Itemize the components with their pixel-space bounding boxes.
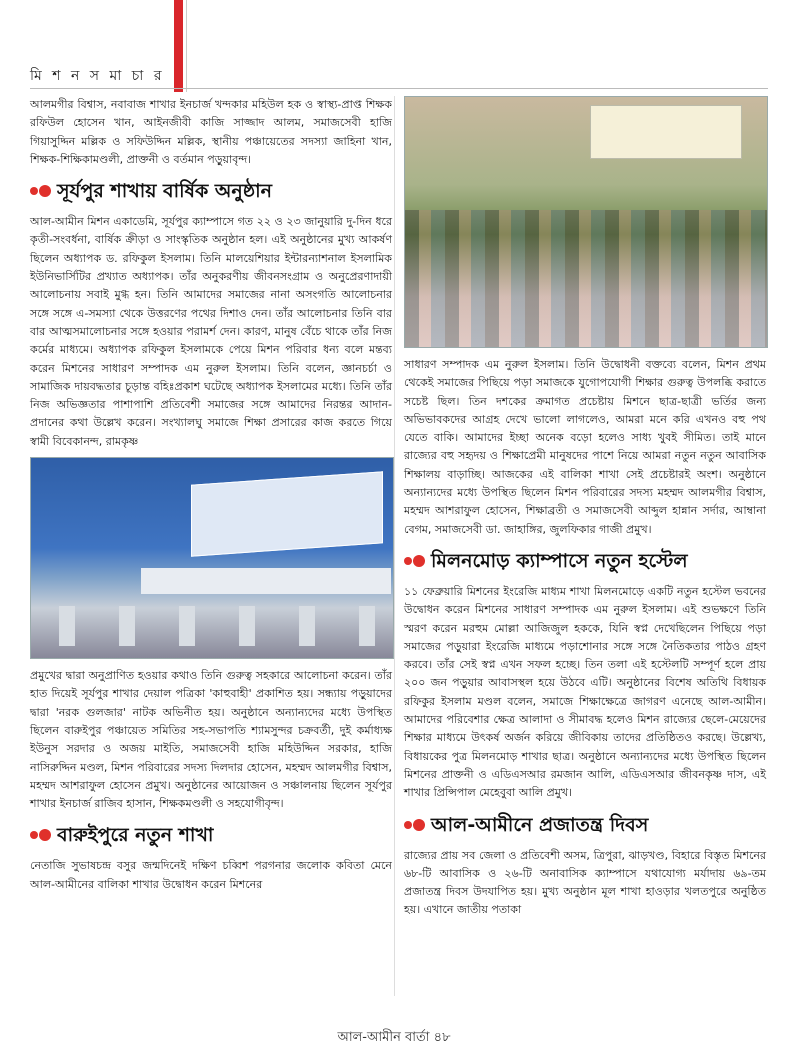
- heading-text: বারুইপুরে নতুন শাখা: [57, 824, 214, 847]
- heading-text: মিলনমোড় ক্যাম্পাসে নতুন হস্টেল: [431, 549, 688, 572]
- intro-paragraph: আলমগীর বিশ্বাস, নবাবাজ শাখার ইনচার্জ খন্দকার মহিউল হক ও স্বাস্থ্য-প্রাপ্ত শিক্ষক রফিউল হোসেন খান, আইনজীবী কাজি সাজ্জাদ আলম, সমাজসেবী হাজি গিয়াসুদ্দিন মল্লিক ও সফিউদ্দিন মল্লিক, স্থানীয় পঞ্চায়েতের সদস্যা জাহিনা খান, শিক্ষক-শিক্ষিকামণ্ডলী, প্রাক্তনী ও বর্তমান পড়ুয়াবৃন্দ।: [30, 98, 392, 166]
- baruipur-paragraph-cont: সাধারণ সম্পাদক এম নুরুল ইসলাম। তিনি উদ্বোধনী বক্তব্যে বলেন, মিশন প্রথম থেকেই সমাজের পিছিয়ে পড়া সমাজকে যুগোপযোগী শিক্ষার গুরুত্ব উপলব্ধি করাতে সচেষ্ট ছিল। তিন দশকের ক্রমাগত প্রচেষ্টায় মিশনে ছাত্র-ছাত্রী ভর্তির জন্য অভিভাবকদের আগ্রহ দেখে ভালো লাগলেও, আমরা মনে করি এখনও বহু পথ যেতে বাকি। আমাদের ইচ্ছা অনেক বড়ো হলেও সাধ্য খুবই সীমিত। তাই মানে রাজ্যের বহু সহৃদয় ও শিক্ষাপ্রেমী মানুষদের পাশে নিয়ে আমরা নতুন নতুন আবাসিক শিক্ষালয় বাড়াচ্ছি। আজকের এই বালিকা শাখা সেই প্রচেষ্টারই অংশ। অনুষ্ঠানে অন্যান্যদের মধ্যে উপস্থিত ছিলেন মিশন পরিবারের সদস্য মহম্মদ আলমগীর বিশ্বাস, মহম্মদ আশরাফুল হোসেন, শিক্ষাব্রতী ও সমাজসেবী আব্দুল হান্নান সর্দার, আম্বানা বেগম, সমাজসেবী ডা. জাহাঙ্গির, জুলফিকার গাজী প্রমুখ।: [404, 358, 766, 536]
- flower-pots: [31, 606, 393, 646]
- page-footer: আল-আমীন বার্তা ৪৮: [337, 1030, 451, 1045]
- milanmore-paragraph: ১১ ফেব্রুয়ারি মিশনের ইংরেজি মাধ্যম শাখা মিলনমোড়ে একটি নতুন হস্টেল ভবনের উদ্বোধন করেন মিশনের সাধারণ সম্পাদক এম নুরুল ইসলাম। এই শুভক্ষণে তিনি স্মরণ করেন মরহুম মোল্লা আজিজুল হককে, যিনি স্বপ্ন দেখেছিলেন পিছিয়ে পড়া সমাজের পড়ুয়ারা ইংরেজি মাধ্যমে পড়াশোনার সঙ্গে সঙ্গে নৈতিকতার পাঠও গ্রহণ করবে। তাঁর সেই স্বপ্ন এখন সফল হচ্ছে। তিন তলা এই হস্টেলটি সম্পূর্ণ হলে প্রায় ২০০ জন পড়ুয়ার আবাসস্থল হয়ে উঠবে এটি। অনুষ্ঠানের বিশেষ অতিথি বিধায়ক রফিকুর ইসলাম মণ্ডল বলেন, সমাজে শিক্ষাক্ষেত্রে জাগরণ এনেছে আল-আমীন। আমাদের পরিবেশার ক্ষেত্র আলাদা ও সীমাবদ্ধ হলেও মিশন রাজ্যের ছেলে-মেয়েদের শিক্ষার মাধ্যমে উৎকর্ষ অর্জন করিয়ে জীবিকায় তাদের প্রতিষ্ঠিতও করছে। উল্লেখ্য, বিধায়কের পুত্র মিলনমোড় শাখার ছাত্র। অনুষ্ঠানে অন্যান্যদের মধ্যে উপস্থিত ছিলেন মিশনের প্রাক্তনী ও এডিএসআর রমজান আলি, এডিএসআর জীবনকৃষ্ণ দাস, এই শাখার প্রিন্সিপাল মেহেবুবা আলি প্রমুখ।: [404, 584, 766, 800]
- header-rule: [30, 88, 768, 89]
- event-photo-gathering: [404, 96, 768, 348]
- event-photo-stage: [30, 457, 394, 659]
- heading-milanmore: [404, 549, 766, 573]
- heading-baruipur: [30, 823, 392, 847]
- header-divider-line: [186, 0, 187, 92]
- surjapur-paragraph-cont: প্রমুখের দ্বারা অনুপ্রাণিত হওয়ার কথাও তিনি গুরুত্ব সহকারে আলোচনা করেন। তাঁর হাত দিয়েই সূর্যপুর শাখার দেয়াল পত্রিকা 'কাহুবাহী' প্রকাশিত হয়। সন্ধ্যায় পড়ুয়াদের দ্বারা 'নরক গুলজার' নাটক অভিনীত হয়। অনুষ্ঠানে অন্যান্যদের মধ্যে উপস্থিত ছিলেন বারুইপুর পঞ্চায়েত সমিতির সহ-সভাপতি শ্যামসুন্দর চক্রবর্তী, দুই কর্মাধ্যক্ষ ইউনুস সরদার ও অজয় মাইতি, সমাজসেবী হাজি মহিউদ্দিন সরকার, হাজি নাসিরুদ্দিন মণ্ডল, মিশন পরিবারের সদস্য দিলদার হোসেন, মহম্মদ আলমগীর বিশ্বাস, মহম্মদ আশরাফুল হোসেন প্রমুখ। অনুষ্ঠানের আয়োজন ও সঞ্চালনায় ছিলেন সূর্যপুর শাখার ইনচার্জ রাজিব হাসান, শিক্ষকমণ্ডলী ও সহযোগীবৃন্দ।: [30, 669, 392, 811]
- stage-banner: [191, 471, 383, 556]
- heading-bullet-icon: [30, 829, 51, 841]
- inauguration-banner: [590, 105, 742, 159]
- baruipur-paragraph: নেতাজি সুভাষচন্দ্র বসুর জন্মদিনেই দক্ষিণ চব্বিশ পরগনার জলোক কবিতা মেনে আল-আমীনের বালিকা শাখার উদ্বোধন করেন মিশনের: [30, 859, 392, 891]
- heading-text: সূর্যপুর শাখায় বার্ষিক অনুষ্ঠান: [57, 180, 272, 203]
- heading-bullet-icon: [404, 555, 425, 567]
- section-label: মি শ ন স মা চা র: [30, 68, 165, 84]
- left-column: [30, 96, 392, 894]
- audience: [405, 210, 767, 348]
- column-divider: [394, 96, 395, 996]
- heading-text: আল-আমীনে প্রজাতন্ত্র দিবস: [431, 813, 649, 836]
- stage-table: [141, 568, 391, 594]
- heading-surjapur: [30, 179, 392, 203]
- heading-bullet-icon: [30, 185, 51, 197]
- republic-day-paragraph: রাজ্যের প্রায় সব জেলা ও প্রতিবেশী অসম, ত্রিপুরা, ঝাড়খণ্ড, বিহারে বিস্তৃত মিশনের ৬৮-টি আবাসিক ও ২৬-টি অনাবাসিক ক্যাম্পাসে যথাযোগ্য মর্যাদায় ৬৯-তম প্রজাতন্ত্র দিবস উদযাপিত হয়। মুখ্য অনুষ্ঠান মূল শাখা হাওড়ার খলতপুরে অনুষ্ঠিত হয়। এখানে জাতীয় পতাকা: [404, 848, 766, 917]
- heading-bullet-icon: [404, 819, 425, 831]
- surjapur-paragraph: আল-আমীন মিশন একাডেমি, সূর্যপুর ক্যাম্পাসে গত ২২ ও ২৩ জানুয়ারি দু-দিন ধরে কৃতী-সংবর্ধনা, বার্ষিক ক্রীড়া ও সাংস্কৃতিক অনুষ্ঠান হল। এই অনুষ্ঠানের মুখ্য আকর্ষণ ছিলেন অধ্যাপক ড. রফিকুল ইসলাম। তিনি মালয়েশিয়ার ইন্টারন্যাশনাল ইসলামিক ইউনিভার্সিটির প্রখ্যাত অধ্যাপক। তাঁর অনুকরণীয় জীবনসংগ্রাম ও অনুপ্রেরণাদায়ী আলোচনায় সবাই মুগ্ধ হন। তিনি আমাদের সমাজের নানা অসংগতি আলোচনার সঙ্গে সঙ্গে এ-সমস্যা থেকে উত্তরণের পথের দিশাও দেন। তাঁর আলোচনার তিনি বার বার আত্মসমালোচনার সঙ্গে হওয়ার পরামর্শ দেন। কারণ, মানুষ বেঁচে থাকে তাঁর নিজ কর্মের মাধ্যমে। অধ্যাপক রফিকুল ইসলামকে পেয়ে মিশন পরিবার ধন্য বলে মন্তব্য করেন মিশনের সাধারণ সম্পাদক এম নুরুল ইসলাম। তিনি বলেন, জ্ঞানচর্চা ও সামাজিক দায়বদ্ধতার চূড়ান্ত বহিঃপ্রকাশ ঘটেছে অধ্যাপক ইসলামের মধ্যে। তিনি তাঁর নিজ অভিজ্ঞতার পাশাপাশি প্রতিবেশী সমাজের সঙ্গে আমাদের নিরন্তর আদান-প্রদানের কথা উল্লেখ করেন। সংখ্যালঘু সমাজে শিক্ষা প্রসারের কাজ করতে গিয়ে স্বামী বিবেকানন্দ, রামকৃষ্ণ: [30, 215, 392, 448]
- heading-republic-day: [404, 813, 766, 837]
- header-accent-bar: [174, 0, 183, 92]
- right-column: [404, 96, 766, 920]
